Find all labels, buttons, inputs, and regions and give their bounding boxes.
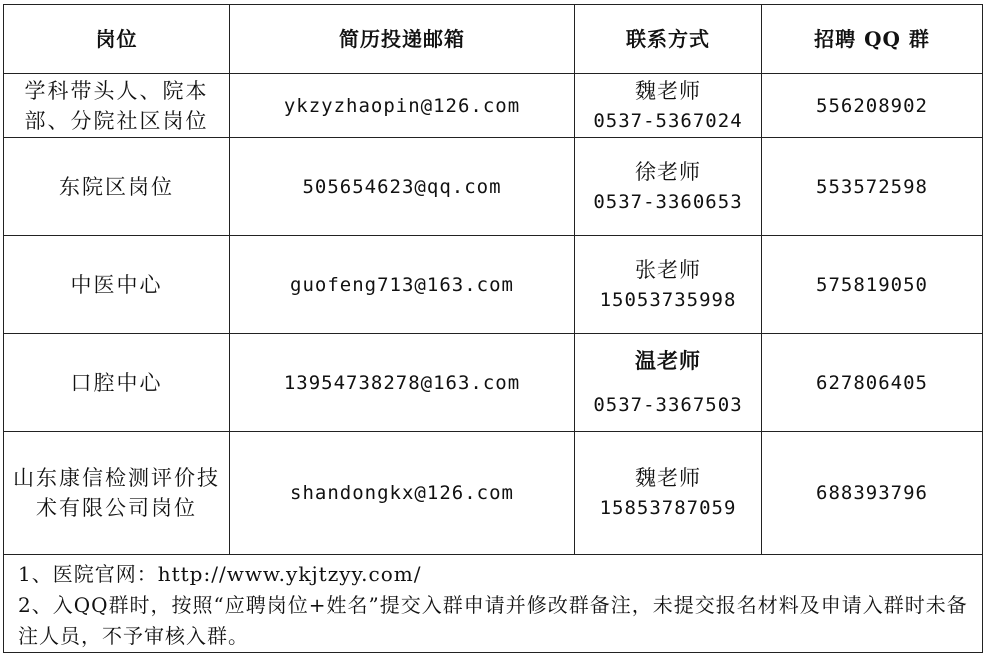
contact-name: 徐老师 [635, 159, 701, 184]
note-qq-instructions: 2、入QQ群时，按照“应聘岗位+姓名”提交入群申请并修改群备注，未提交报名材料及申请入群时未备注人员，不予审核入群。 [18, 593, 968, 648]
header-email: 简历投递邮箱 [230, 5, 575, 74]
contact-phone: 0537-5367024 [593, 109, 743, 132]
contact-cell [575, 74, 762, 138]
recruitment-contact-table [3, 4, 983, 653]
table-row [4, 334, 983, 432]
contact-cell [575, 236, 762, 334]
table-row [4, 236, 983, 334]
position-cell: 口腔中心 [4, 334, 230, 432]
qq-group-cell: 575819050 [762, 236, 983, 334]
email-cell[interactable]: 505654623@qq.com [230, 138, 575, 236]
contact-name: 魏老师 [635, 78, 701, 103]
contact-phone: 15853787059 [599, 497, 737, 519]
email-cell[interactable]: ykzyzhaopin@126.com [230, 74, 575, 138]
email-cell[interactable]: 13954738278@163.com [230, 334, 575, 432]
position-cell: 学科带头人、院本部、分院社区岗位 [4, 74, 230, 138]
position-cell: 山东康信检测评价技术有限公司岗位 [4, 432, 230, 555]
header-qq-group: 招聘 QQ 群 [762, 5, 983, 74]
qq-group-cell: 627806405 [762, 334, 983, 432]
contact-name: 魏老师 [635, 466, 701, 490]
qq-group-cell: 553572598 [762, 138, 983, 236]
contact-phone: 0537-3367503 [593, 393, 743, 416]
contact-cell [575, 432, 762, 555]
contact-cell [575, 334, 762, 432]
email-cell[interactable]: shandongkx@126.com [230, 432, 575, 555]
position-cell: 中医中心 [4, 236, 230, 334]
contact-name: 温老师 [635, 347, 701, 373]
position-cell: 东院区岗位 [4, 138, 230, 236]
table-row [4, 432, 983, 555]
table-row [4, 138, 983, 236]
contact-cell [575, 138, 762, 236]
qq-group-cell: 556208902 [762, 74, 983, 138]
qq-group-cell: 688393796 [762, 432, 983, 555]
header-contact: 联系方式 [575, 5, 762, 74]
note-website[interactable]: 1、医院官网：http://www.ykjtzyy.com/ [18, 562, 422, 586]
table-header-row [4, 5, 983, 74]
contact-spacer [579, 376, 757, 390]
header-position: 岗位 [4, 5, 230, 74]
notes-cell [4, 555, 983, 653]
notes-row [4, 555, 983, 653]
table-row [4, 74, 983, 138]
email-cell[interactable]: guofeng713@163.com [230, 236, 575, 334]
contact-phone: 15053735998 [599, 288, 737, 311]
contact-phone: 0537-3360653 [593, 190, 743, 213]
contact-name: 张老师 [635, 257, 701, 282]
